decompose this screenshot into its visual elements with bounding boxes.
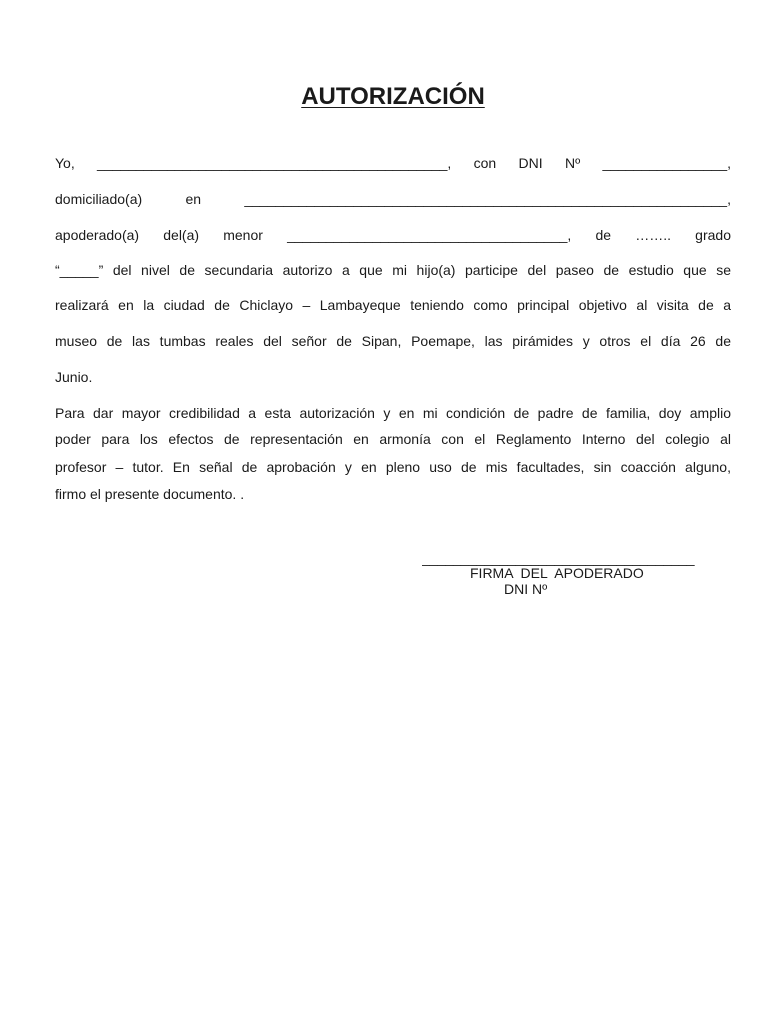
paragraph-1-line-6: museo de las tumbas reales del señor de Sipan, Poemape, las pirámides y otros el día 26 de [55, 333, 731, 349]
paragraph-1-line-7: Junio. [55, 369, 93, 385]
paragraph-1-line-2: domiciliado(a) en ______________________________________________________________, [55, 191, 731, 207]
signature-line: ___________________________________ [422, 550, 695, 566]
paragraph-2-line-4: firmo el presente documento. . [55, 486, 245, 502]
paragraph-2-line-3: profesor – tutor. En señal de aprobación y en pleno uso de mis facultades, sin coacción alguno, [55, 459, 731, 475]
paragraph-1-line-3: apoderado(a) del(a) menor ____________________________________, de …….. grado [55, 227, 731, 243]
paragraph-1-line-5: realizará en la ciudad de Chiclayo – Lambayeque teniendo como principal objetivo al visita de a [55, 297, 731, 313]
signature-label: FIRMA DEL APODERADO [470, 565, 644, 581]
signature-dni: DNI Nº [504, 581, 548, 597]
paragraph-1-line-1: Yo, _____________________________________________, con DNI Nº ________________, [55, 155, 731, 171]
document-title: AUTORIZACIÓN [301, 83, 485, 110]
paragraph-2-line-1: Para dar mayor credibilidad a esta autorización y en mi condición de padre de familia, doy amplio [55, 405, 731, 421]
paragraph-2-line-2: poder para los efectos de representación en armonía con el Reglamento Interno del colegio al [55, 431, 731, 447]
paragraph-1-line-4: “_____” del nivel de secundaria autorizo a que mi hijo(a) participe del paseo de estudio que se [55, 262, 731, 278]
